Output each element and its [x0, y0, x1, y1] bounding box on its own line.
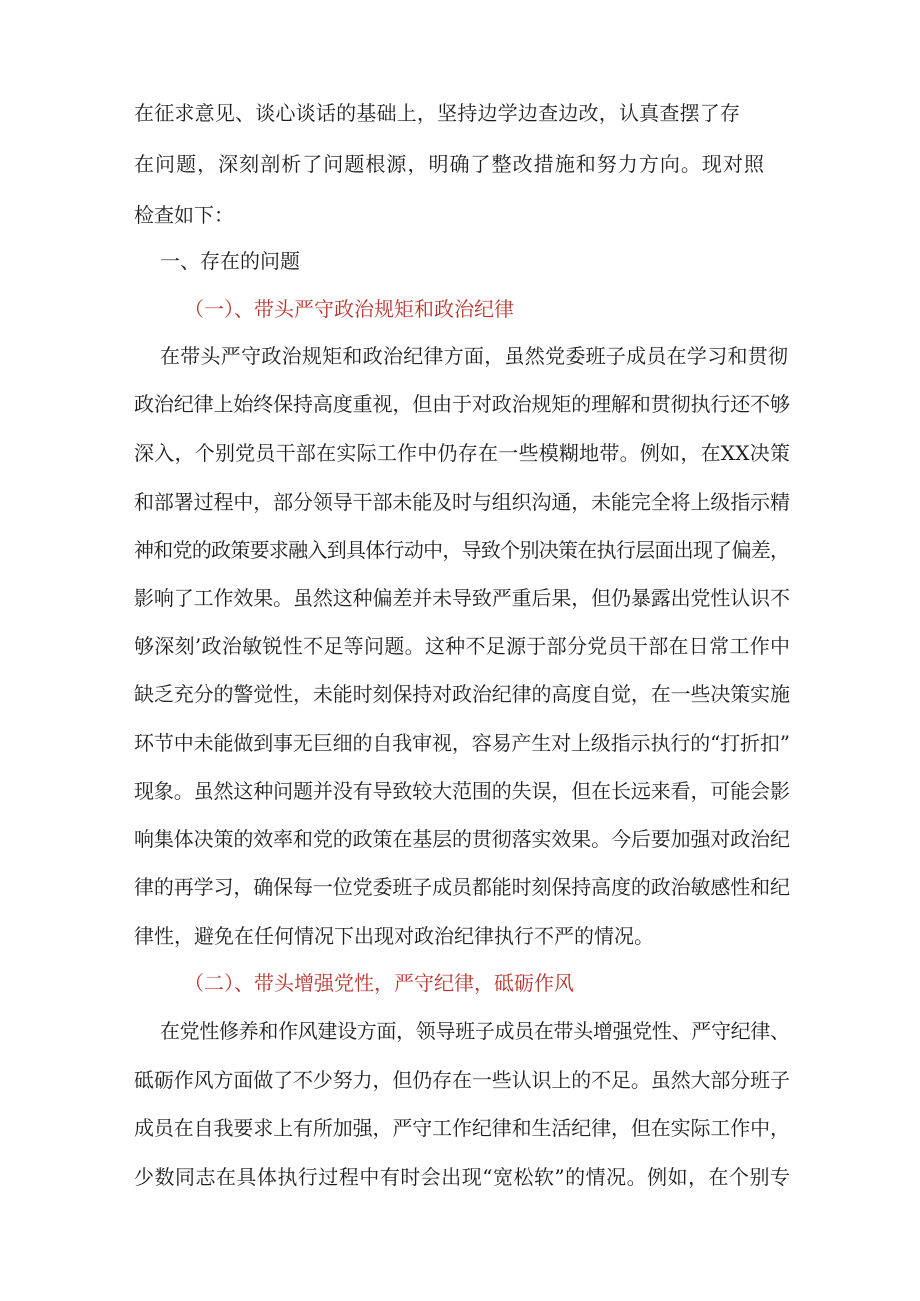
subsection1-line-1: 在带头严守政治规矩和政治纪律方面，虽然党委班子成员在学习和贯彻 [160, 344, 789, 368]
subsection1-line-2: 政治纪律上始终保持高度重视，但由于对政治规矩的理解和贯彻执行还不够 [134, 392, 790, 416]
subsection1-line-5: 神和党的政策要求融入到具体行动中，导致个别决策在执行层面出现了偏差， [134, 538, 790, 562]
subsection2-line-3: 成员在自我要求上有所加强，严守工作纪律和生活纪律，但在实际工作中， [134, 1116, 790, 1140]
subsection1-line-11: 响集体决策的效率和党的政策在基层的贯彻落实效果。今后要加强对政治纪 [134, 827, 790, 851]
subsection1-line-3: 深入，个别党员干部在实际工作中仍存在一些模糊地带。例如，在XX决策 [134, 441, 791, 465]
subsection2-line-4: 少数同志在具体执行过程中有时会出现“宽松软”的情况。例如，在个别专 [134, 1165, 791, 1189]
subsection1-line-8: 缺乏充分的警觉性，未能时刻保持对政治纪律的高度自觉，在一些决策实施 [134, 682, 790, 706]
subsection1-line-9: 环节中未能做到事无巨细的自我审视，容易产生对上级指示执行的“打折扣” [134, 731, 790, 755]
subsection1-line-6: 影响了工作效果。虽然这种偏差并未导致严重后果，但仍暴露出党性认识不 [134, 586, 790, 610]
subsection1-title: （一）、带头严守政治规矩和政治纪律 [184, 297, 514, 321]
subsection1-line-12: 律的再学习，确保每一位党委班子成员都能时刻保持高度的政治敏感性和纪 [134, 875, 790, 899]
subsection1-line-7: 够深刻’政治敏锐性不足等问题。这种不足源于部分党员干部在日常工作中 [134, 634, 791, 658]
intro-line-3: 检查如下： [134, 203, 234, 227]
section-title: 一、存在的问题 [160, 249, 300, 273]
subsection1-line-13: 律性，避免在任何情况下出现对政治纪律执行不严的情况。 [134, 924, 654, 948]
intro-line-1: 在征求意见、谈心谈话的基础上，坚持边学边查边改，认真查摆了存 [134, 101, 741, 125]
subsection2-title: （二）、带头增强党性，严守纪律，砥砺作风 [184, 971, 574, 995]
subsection1-line-10: 现象。虽然这种问题并没有导致较大范围的失误，但在长远来看，可能会影 [134, 779, 790, 803]
intro-line-2: 在问题，深刻剖析了问题根源，明确了整改措施和努力方向。现对照 [134, 152, 766, 176]
subsection2-line-1: 在党性修养和作风建设方面，领导班子成员在带头增强党性、严守纪律、 [160, 1019, 790, 1043]
subsection1-line-4: 和部署过程中，部分领导干部未能及时与组织沟通，未能完全将上级指示精 [134, 490, 790, 514]
subsection2-line-2: 砥砺作风方面做了不少努力，但仍存在一些认识上的不足。虽然大部分班子 [134, 1068, 790, 1092]
